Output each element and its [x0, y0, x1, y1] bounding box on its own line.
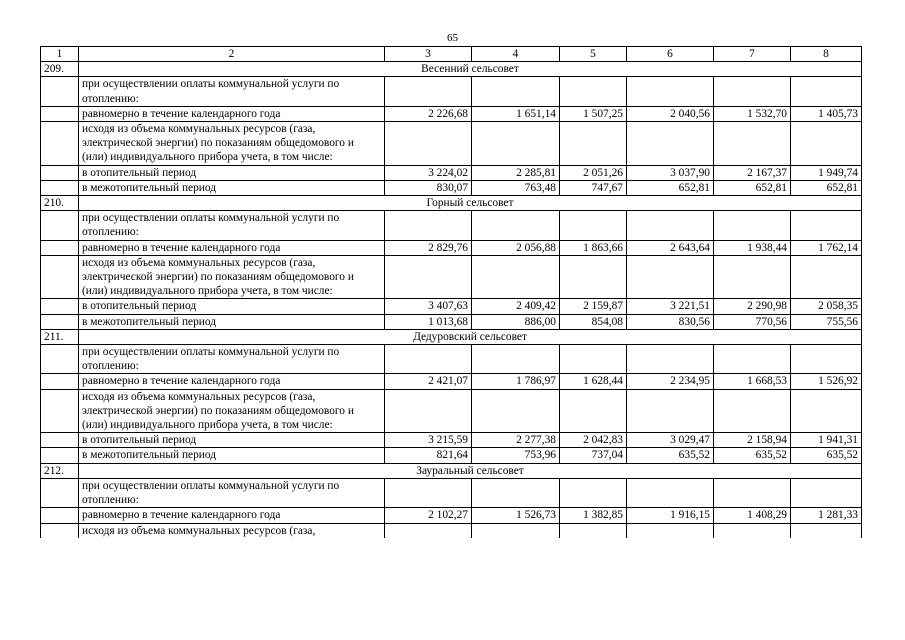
table-row	[41, 314, 862, 329]
row-label: в межотопительный период	[79, 180, 385, 195]
value-cell	[385, 523, 472, 538]
value-cell	[791, 345, 862, 374]
row-number-cell	[41, 299, 79, 314]
section-number: 211.	[41, 329, 79, 344]
value-cell: 1 949,74	[791, 165, 862, 180]
row-number-cell	[41, 240, 79, 255]
row-label: в отопительный период	[79, 299, 385, 314]
value-cell: 3 029,47	[627, 433, 714, 448]
value-cell	[560, 255, 627, 299]
row-label: в межотопительный период	[79, 448, 385, 463]
section-row	[41, 463, 862, 478]
value-cell: 755,56	[791, 314, 862, 329]
row-label: равномерно в течение календарного года	[79, 240, 385, 255]
value-cell: 1 526,92	[791, 374, 862, 389]
value-cell: 652,81	[714, 180, 791, 195]
value-cell: 1 668,53	[714, 374, 791, 389]
page-number: 65	[447, 32, 458, 44]
value-cell: 2 290,98	[714, 299, 791, 314]
value-cell: 770,56	[714, 314, 791, 329]
row-number-cell	[41, 478, 79, 507]
value-cell	[560, 478, 627, 507]
column-number-header: 4	[472, 47, 560, 62]
value-cell: 2 234,95	[627, 374, 714, 389]
value-cell: 1 532,70	[714, 106, 791, 121]
value-cell: 635,52	[714, 448, 791, 463]
value-cell	[472, 255, 560, 299]
row-label: в отопительный период	[79, 433, 385, 448]
section-name: Зауральный сельсовет	[79, 463, 862, 478]
table-row	[41, 165, 862, 180]
value-cell	[385, 77, 472, 106]
value-cell	[560, 389, 627, 433]
section-number: 210.	[41, 196, 79, 211]
row-label: при осуществлении оплаты коммунальной услуги по отоплению:	[79, 478, 385, 507]
table-row	[41, 433, 862, 448]
value-cell	[627, 345, 714, 374]
section-number: 209.	[41, 62, 79, 77]
value-cell: 1 916,15	[627, 508, 714, 523]
value-cell	[560, 122, 627, 166]
value-cell	[472, 345, 560, 374]
row-number-cell	[41, 314, 79, 329]
table-row	[41, 211, 862, 240]
value-cell: 763,48	[472, 180, 560, 195]
section-row	[41, 196, 862, 211]
value-cell	[791, 255, 862, 299]
column-number-header: 8	[791, 47, 862, 62]
value-cell: 821,64	[385, 448, 472, 463]
column-number-header: 2	[79, 47, 385, 62]
value-cell	[714, 389, 791, 433]
value-cell	[627, 122, 714, 166]
section-row	[41, 62, 862, 77]
value-cell: 2 167,37	[714, 165, 791, 180]
column-number-header: 1	[41, 47, 79, 62]
value-cell: 1 382,85	[560, 508, 627, 523]
column-number-header: 5	[560, 47, 627, 62]
value-cell: 830,56	[627, 314, 714, 329]
value-cell	[791, 389, 862, 433]
value-cell: 3 224,02	[385, 165, 472, 180]
value-cell: 2 421,07	[385, 374, 472, 389]
row-label: равномерно в течение календарного года	[79, 106, 385, 121]
table-row	[41, 77, 862, 106]
value-cell: 2 058,35	[791, 299, 862, 314]
table-row	[41, 374, 862, 389]
row-number-cell	[41, 211, 79, 240]
value-cell: 737,04	[560, 448, 627, 463]
value-cell	[714, 211, 791, 240]
value-cell: 1 786,97	[472, 374, 560, 389]
value-cell: 1 281,33	[791, 508, 862, 523]
value-cell: 2 102,27	[385, 508, 472, 523]
row-number-cell	[41, 180, 79, 195]
row-number-cell	[41, 77, 79, 106]
value-cell: 2 226,68	[385, 106, 472, 121]
value-cell	[714, 255, 791, 299]
row-label: исходя из объема коммунальных ресурсов (газа, электрической энергии) по показаниям общедомового и (или) индивидуального прибора учета, в том числе:	[79, 122, 385, 166]
value-cell	[714, 478, 791, 507]
value-cell: 2 159,87	[560, 299, 627, 314]
row-label: при осуществлении оплаты коммунальной услуги по отоплению:	[79, 211, 385, 240]
row-number-cell	[41, 122, 79, 166]
table-row	[41, 508, 862, 523]
row-number-cell	[41, 433, 79, 448]
value-cell: 1 628,44	[560, 374, 627, 389]
value-cell	[714, 345, 791, 374]
table-row	[41, 523, 862, 538]
table-row	[41, 448, 862, 463]
value-cell: 2 277,38	[472, 433, 560, 448]
header-row	[41, 47, 862, 62]
value-cell	[627, 523, 714, 538]
table-row	[41, 345, 862, 374]
value-cell	[472, 389, 560, 433]
value-cell: 1 013,68	[385, 314, 472, 329]
value-cell: 2 285,81	[472, 165, 560, 180]
value-cell	[385, 211, 472, 240]
table-body	[41, 47, 862, 538]
value-cell	[627, 77, 714, 106]
value-cell: 1 526,73	[472, 508, 560, 523]
row-label: исходя из объема коммунальных ресурсов (газа, электрической энергии) по показаниям общедомового и (или) индивидуального прибора учета, в том числе:	[79, 255, 385, 299]
value-cell	[714, 122, 791, 166]
value-cell	[791, 77, 862, 106]
table-row	[41, 122, 862, 166]
value-cell: 2 409,42	[472, 299, 560, 314]
value-cell	[385, 122, 472, 166]
row-label: равномерно в течение календарного года	[79, 374, 385, 389]
value-cell: 1 651,14	[472, 106, 560, 121]
value-cell	[472, 523, 560, 538]
column-number-header: 6	[627, 47, 714, 62]
row-number-cell	[41, 389, 79, 433]
value-cell	[472, 77, 560, 106]
value-cell	[385, 478, 472, 507]
value-cell: 3 215,59	[385, 433, 472, 448]
section-name: Горный сельсовет	[79, 196, 862, 211]
table-row	[41, 478, 862, 507]
value-cell: 2 040,56	[627, 106, 714, 121]
section-name: Весенний сельсовет	[79, 62, 862, 77]
value-cell	[385, 345, 472, 374]
value-cell: 1 941,31	[791, 433, 862, 448]
row-label: равномерно в течение календарного года	[79, 508, 385, 523]
value-cell	[385, 255, 472, 299]
value-cell	[560, 77, 627, 106]
row-label: при осуществлении оплаты коммунальной услуги по отоплению:	[79, 345, 385, 374]
section-row	[41, 329, 862, 344]
tariff-table	[40, 46, 862, 538]
value-cell	[560, 345, 627, 374]
row-number-cell	[41, 508, 79, 523]
value-cell: 652,81	[791, 180, 862, 195]
table-row	[41, 180, 862, 195]
section-name: Дедуровский сельсовет	[79, 329, 862, 344]
value-cell	[791, 478, 862, 507]
value-cell: 1 938,44	[714, 240, 791, 255]
value-cell: 1 408,29	[714, 508, 791, 523]
table-row	[41, 255, 862, 299]
row-label: исходя из объема коммунальных ресурсов (газа,	[79, 523, 385, 538]
row-label: исходя из объема коммунальных ресурсов (газа, электрической энергии) по показаниям общедомового и (или) индивидуального прибора учета, в том числе:	[79, 389, 385, 433]
value-cell: 2 042,83	[560, 433, 627, 448]
row-number-cell	[41, 345, 79, 374]
value-cell: 2 056,88	[472, 240, 560, 255]
row-number-cell	[41, 165, 79, 180]
value-cell: 2 643,64	[627, 240, 714, 255]
value-cell: 3 221,51	[627, 299, 714, 314]
value-cell	[791, 523, 862, 538]
value-cell	[627, 389, 714, 433]
value-cell: 635,52	[791, 448, 862, 463]
value-cell	[560, 523, 627, 538]
row-number-cell	[41, 106, 79, 121]
table-row	[41, 299, 862, 314]
value-cell: 886,00	[472, 314, 560, 329]
value-cell: 3 407,63	[385, 299, 472, 314]
value-cell	[472, 211, 560, 240]
value-cell	[627, 211, 714, 240]
value-cell: 747,67	[560, 180, 627, 195]
value-cell: 2 158,94	[714, 433, 791, 448]
value-cell: 1 405,73	[791, 106, 862, 121]
row-label: в межотопительный период	[79, 314, 385, 329]
value-cell	[714, 523, 791, 538]
value-cell: 635,52	[627, 448, 714, 463]
row-number-cell	[41, 523, 79, 538]
value-cell: 3 037,90	[627, 165, 714, 180]
column-number-header: 3	[385, 47, 472, 62]
value-cell	[472, 478, 560, 507]
value-cell	[627, 478, 714, 507]
table-row	[41, 106, 862, 121]
value-cell: 2 051,26	[560, 165, 627, 180]
value-cell	[791, 211, 862, 240]
value-cell	[714, 77, 791, 106]
row-number-cell	[41, 255, 79, 299]
row-number-cell	[41, 374, 79, 389]
value-cell	[627, 255, 714, 299]
value-cell: 753,96	[472, 448, 560, 463]
value-cell	[472, 122, 560, 166]
table-row	[41, 389, 862, 433]
value-cell	[560, 211, 627, 240]
value-cell	[791, 122, 862, 166]
value-cell: 830,07	[385, 180, 472, 195]
value-cell: 1 507,25	[560, 106, 627, 121]
value-cell: 854,08	[560, 314, 627, 329]
table-row	[41, 240, 862, 255]
row-label: при осуществлении оплаты коммунальной услуги по отоплению:	[79, 77, 385, 106]
row-number-cell	[41, 448, 79, 463]
column-number-header: 7	[714, 47, 791, 62]
value-cell	[385, 389, 472, 433]
value-cell: 2 829,76	[385, 240, 472, 255]
value-cell: 1 762,14	[791, 240, 862, 255]
section-number: 212.	[41, 463, 79, 478]
row-label: в отопительный период	[79, 165, 385, 180]
value-cell: 652,81	[627, 180, 714, 195]
value-cell: 1 863,66	[560, 240, 627, 255]
